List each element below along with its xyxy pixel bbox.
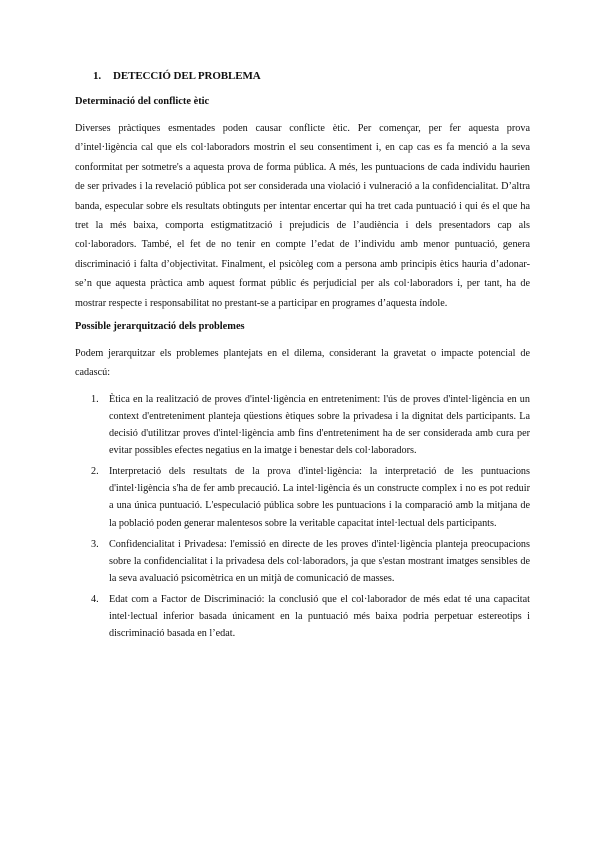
document-page: [75, 70, 530, 646]
list-marker: 2.: [91, 466, 99, 478]
section-heading: [93, 70, 530, 82]
conflict-heading: Determinació del conflicte ètic: [75, 96, 210, 107]
list-item: [75, 536, 530, 587]
ranking-list: [75, 391, 530, 642]
list-marker: 4.: [91, 593, 99, 605]
list-item-text: Ètica en la realització de proves d'intel·ligència en entreteniment: l'ús de proves d'intel·ligència en un context d'entreteniment planteja qüestions ètiques sobre la privadesa i la dignitat dels participants. La decisió d'utilitzar proves d'intel·ligència amb fins d'entreteniment ha de ser considerada amb cura per evitar possibles efectes negatius en la imatge i benestar dels col·laboradors.: [109, 393, 530, 457]
list-item-text: Confidencialitat i Privadesa: l'emissió en directe de les proves d'intel·ligència planteja preocupacions sobre la confidencialitat i la privadesa dels col·laboradors, ja que s'estan mostrant imatges sensibles de la seva avaluació psicomètrica en un mitjà de comunicació de masses.: [109, 538, 530, 584]
ranking-heading: Possible jerarquització dels problemes: [75, 321, 245, 333]
list-item: [75, 391, 530, 459]
list-item-text: Edat com a Factor de Discriminació: la conclusió que el col·laborador de més edat té una capacitat intel·lectual inferior basada únicament en la puntuació més baixa podria perpetuar estereotips i discriminació basada en l’edat.: [109, 593, 530, 640]
section-number: 1.: [93, 70, 102, 82]
list-marker: 1.: [91, 393, 99, 405]
section-title: DETECCIÓ DEL PROBLEMA: [113, 70, 261, 82]
list-marker: 3.: [91, 538, 99, 550]
ranking-intro: Podem jerarquitzar els problemes plantejats en el dilema, considerant la gravetat o impacte potencial de cadascú:: [75, 348, 530, 379]
list-item: [75, 463, 530, 531]
conflict-paragraph: Diverses pràctiques esmentades poden causar conflicte ètic. Per començar, per fer aquesta prova d’intel·ligència cal que els col·laboradors mostrin el seu consentiment i, en cap cas es fa menció a la seva conformitat per sotmetre's a aquesta prova de forma pública. A més, les puntuacions de cada individu haurien de ser privades i la revelació pública pot ser considerada una violació i vulneració a la confidencialitat. D’altra banda, especular sobre els resultats obtinguts per intentar encertar qui ha tret cada puntuació i qui és el que ha tret la més baixa, comporta estigmatització i prejudicis de l’audiència i dels presentadors cap als col·laboradors. També, el fet de no tenir en compte l’edat de l’individu amb menor puntuació, genera discriminació i falta d’objectivitat. Finalment, el psicòleg com a persona amb principis ètics hauria d’adonar-se’n que aquesta pràctica amb aquest format públic és perjudicial per als col·laboradors i, per tant, ha de mostrar respecte i responsabilitat no prestant-se a participar en programes d’aquesta índole.: [75, 123, 530, 309]
list-item: [75, 591, 530, 642]
list-item-text: Interpretació dels resultats de la prova d'intel·ligència: la interpretació de les puntuacions d'intel·ligència s'ha de fer amb precaució. La intel·ligència és un constructe complex i no es pot reduir a una única puntuació. L'especulació pública sobre les puntuacions i la comparació amb la mitjana de la població poden generar malentesos sobre la veritable capacitat intel·lectual dels participants.: [109, 466, 530, 529]
